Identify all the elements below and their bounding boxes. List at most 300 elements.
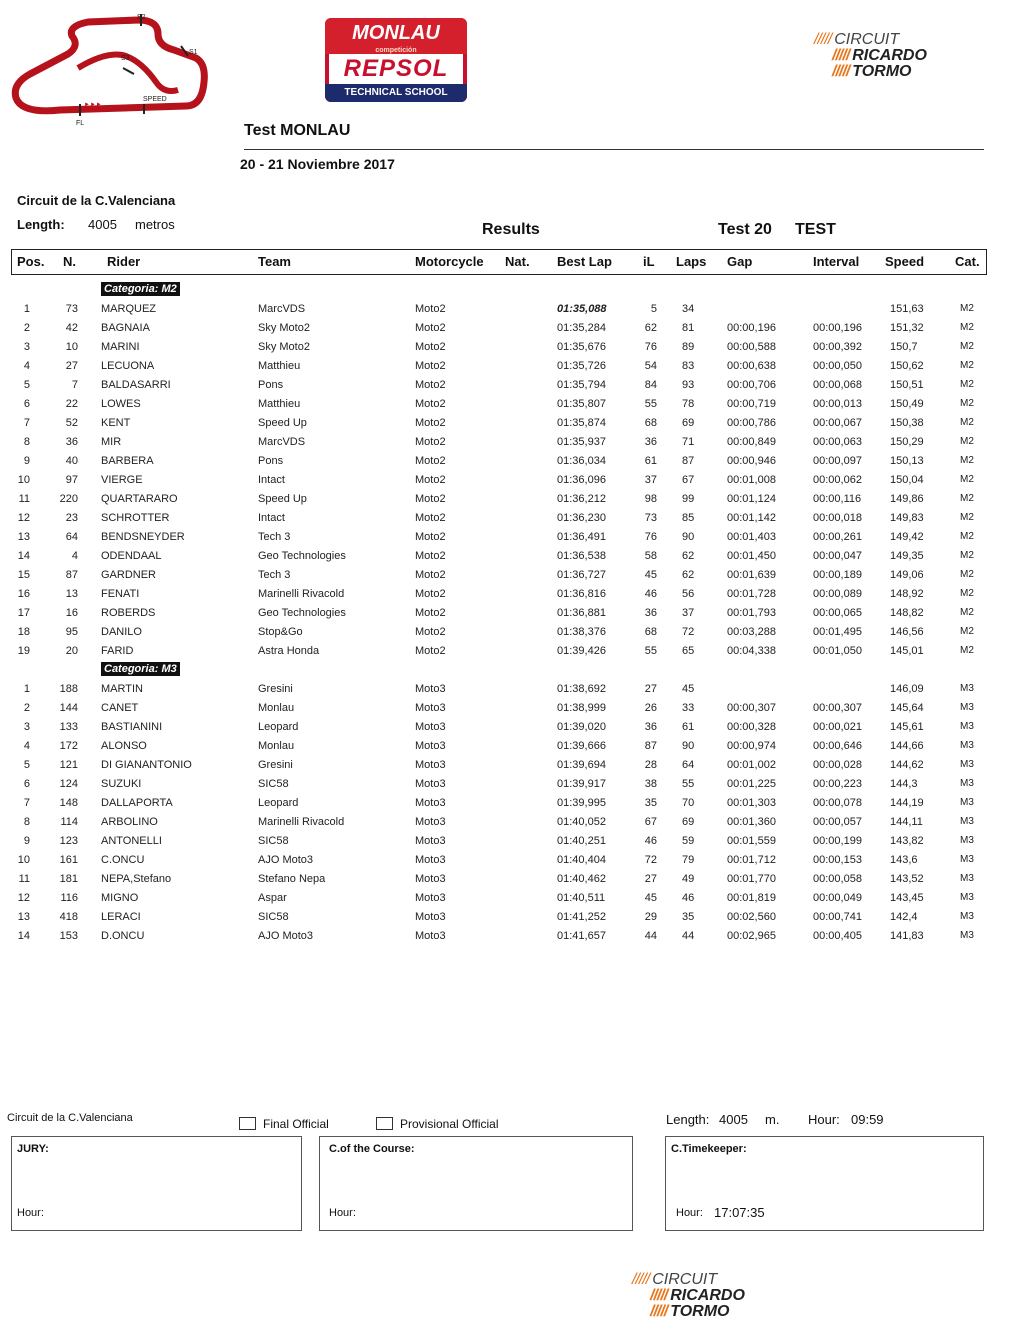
cell-gap: 00:00,588 [727, 341, 776, 353]
cell-number: 4 [71, 550, 78, 562]
cell-best-lap: 01:41,252 [557, 911, 606, 923]
table-row [0, 699, 1024, 718]
cell-team: SIC58 [258, 911, 289, 923]
cell-laps: 55 [682, 778, 695, 790]
track-label-speed: SPEED [143, 96, 167, 103]
cell-interval: 00:00,057 [813, 816, 862, 828]
cell-il: 76 [644, 531, 657, 543]
cell-rider: C.ONCU [101, 854, 145, 866]
cell-motorcycle: Moto3 [415, 892, 446, 904]
cell-interval: 00:00,062 [813, 474, 862, 486]
footer-hour-value: 09:59 [851, 1112, 884, 1127]
cell-speed: 150,62 [890, 360, 924, 372]
cell-best-lap: 01:36,491 [557, 531, 606, 543]
cell-rider: VIERGE [101, 474, 143, 486]
cell-speed: 150,13 [890, 455, 924, 467]
cell-team: Speed Up [258, 417, 307, 429]
cell-laps: 59 [682, 835, 695, 847]
cell-best-lap: 01:36,212 [557, 493, 606, 505]
cell-rider: ODENDAAL [101, 550, 162, 562]
cell-gap: 00:01,793 [727, 607, 776, 619]
cell-laps: 45 [682, 683, 695, 695]
cell-interval: 00:00,049 [813, 892, 862, 904]
cell-number: 42 [65, 322, 78, 334]
cell-best-lap: 01:36,881 [557, 607, 606, 619]
table-row [0, 680, 1024, 699]
cell-rider: ARBOLINO [101, 816, 158, 828]
cell-laps: 49 [682, 873, 695, 885]
cell-il: 27 [644, 683, 657, 695]
timekeeper-label: C.Timekeeper: [671, 1143, 747, 1155]
footer-length-label: Length: [666, 1112, 710, 1127]
cell-best-lap: 01:40,511 [557, 892, 606, 904]
cell-interval: 00:00,063 [813, 436, 862, 448]
cell-cat: M2 [960, 322, 974, 333]
cell-cat: M2 [960, 455, 974, 466]
cell-speed: 150,38 [890, 417, 924, 429]
cell-team: Leopard [258, 721, 299, 733]
cell-number: 123 [59, 835, 78, 847]
cell-team: Aspar [258, 892, 287, 904]
col-il: iL [643, 254, 655, 269]
cell-motorcycle: Moto2 [415, 398, 446, 410]
cell-cat: M3 [960, 759, 974, 770]
cell-laps: 72 [682, 626, 695, 638]
cell-gap: 00:01,819 [727, 892, 776, 904]
cell-gap: 00:00,786 [727, 417, 776, 429]
table-row [0, 509, 1024, 528]
cell-pos: 11 [18, 493, 30, 505]
cell-gap: 00:00,974 [727, 740, 776, 752]
cell-team: Geo Technologies [258, 550, 346, 562]
cell-il: 87 [644, 740, 657, 752]
cell-pos: 8 [23, 816, 30, 828]
cell-laps: 81 [682, 322, 695, 334]
track-label-s3: S3 [121, 55, 130, 62]
cell-rider: FARID [101, 645, 134, 657]
cell-speed: 151,63 [890, 303, 924, 315]
cell-gap: 00:01,360 [727, 816, 776, 828]
cell-number: 116 [60, 892, 78, 904]
cell-gap: 00:02,560 [727, 911, 776, 923]
cell-best-lap: 01:41,657 [557, 930, 606, 942]
cell-gap: 00:01,728 [727, 588, 776, 600]
cell-motorcycle: Moto2 [415, 588, 446, 600]
cell-speed: 149,86 [890, 493, 924, 505]
cell-cat: M2 [960, 607, 974, 618]
cell-pos: 11 [18, 873, 30, 885]
cell-number: 220 [59, 493, 78, 505]
cell-interval: 00:00,047 [813, 550, 862, 562]
cell-laps: 56 [682, 588, 695, 600]
cell-number: 10 [65, 341, 78, 353]
cell-team: Sky Moto2 [258, 322, 310, 334]
cell-pos: 6 [23, 398, 30, 410]
cell-motorcycle: Moto3 [415, 702, 446, 714]
cell-cat: M2 [960, 417, 974, 428]
cell-gap: 00:00,307 [727, 702, 776, 714]
length-value: 4005 [88, 217, 117, 232]
table-row [0, 490, 1024, 509]
cell-best-lap: 01:39,917 [557, 778, 606, 790]
cell-il: 55 [644, 645, 657, 657]
table-row [0, 889, 1024, 908]
cell-gap: 00:01,142 [727, 512, 776, 524]
cell-pos: 5 [23, 379, 30, 391]
cell-laps: 87 [682, 455, 695, 467]
cell-interval: 00:00,153 [813, 854, 862, 866]
cell-rider: MIGNO [101, 892, 139, 904]
cell-pos: 16 [17, 588, 30, 600]
cell-rider: NEPA,Stefano [101, 873, 172, 885]
cell-speed: 144,62 [890, 759, 924, 771]
cell-team: Marinelli Rivacold [258, 588, 345, 600]
cell-pos: 1 [23, 683, 30, 695]
cell-rider: MARTIN [101, 683, 143, 695]
cell-rider: SUZUKI [101, 778, 142, 790]
cell-speed: 150,49 [890, 398, 924, 410]
cell-motorcycle: Moto2 [415, 455, 446, 467]
table-row [0, 452, 1024, 471]
cell-il: 46 [644, 588, 657, 600]
cell-rider: ANTONELLI [101, 835, 162, 847]
table-row [0, 433, 1024, 452]
cell-cat: M2 [960, 303, 974, 314]
cell-motorcycle: Moto2 [415, 341, 446, 353]
cell-pos: 3 [23, 341, 30, 353]
cell-laps: 34 [682, 303, 695, 315]
cell-cat: M3 [960, 911, 974, 922]
cell-motorcycle: Moto2 [415, 531, 446, 543]
table-row [0, 623, 1024, 642]
monlau-repsol-logo: MONLAU competición REPSOL TECHNICAL SCHOOL [325, 18, 467, 102]
cell-number: 27 [65, 360, 78, 372]
jury-label: JURY: [17, 1143, 49, 1155]
cell-laps: 78 [682, 398, 695, 410]
cell-best-lap: 01:38,692 [557, 683, 606, 695]
col-interval: Interval [813, 254, 860, 269]
cell-il: 45 [644, 892, 657, 904]
cell-motorcycle: Moto2 [415, 493, 446, 505]
cell-interval: 00:00,189 [813, 569, 862, 581]
cell-gap: 00:00,719 [727, 398, 776, 410]
cell-team: Leopard [258, 797, 299, 809]
cell-rider: ROBERDS [101, 607, 156, 619]
cell-interval: 00:00,097 [813, 455, 862, 467]
circuit-ricardo-tormo-logo: ///// CIRCUIT ///// RICARDO ///// TORMO [814, 31, 927, 80]
cell-cat: M3 [960, 854, 974, 865]
circuit-name: Circuit de la C.Valenciana [17, 193, 176, 208]
cell-pos: 2 [23, 322, 30, 334]
cell-speed: 141,83 [890, 930, 924, 942]
cell-motorcycle: Moto3 [415, 911, 446, 923]
cell-best-lap: 01:35,937 [557, 436, 606, 448]
cell-number: 418 [59, 911, 78, 923]
cell-pos: 14 [17, 930, 30, 942]
cell-interval: 00:00,196 [813, 322, 862, 334]
cell-rider: D.ONCU [101, 930, 145, 942]
table-row [0, 756, 1024, 775]
cell-rider: BASTIANINI [101, 721, 163, 733]
cell-number: 36 [65, 436, 78, 448]
table-row [0, 794, 1024, 813]
cell-speed: 144,19 [890, 797, 924, 809]
cell-rider: GARDNER [101, 569, 157, 581]
cell-interval: 00:00,307 [813, 702, 862, 714]
cell-cat: M3 [960, 702, 974, 713]
cell-rider: MIR [101, 436, 122, 448]
cell-pos: 10 [17, 474, 30, 486]
cell-il: 38 [644, 778, 657, 790]
cell-motorcycle: Moto3 [415, 683, 446, 695]
cell-team: Pons [258, 455, 284, 467]
cell-speed: 146,09 [890, 683, 924, 695]
cell-motorcycle: Moto3 [415, 721, 446, 733]
cell-laps: 90 [682, 531, 695, 543]
cell-il: 36 [644, 607, 657, 619]
col-team: Team [258, 254, 291, 269]
cell-speed: 151,32 [890, 322, 924, 334]
cell-team: Astra Honda [258, 645, 320, 657]
cell-rider: MARQUEZ [101, 303, 156, 315]
cell-speed: 148,82 [890, 607, 924, 619]
cell-pos: 4 [23, 360, 30, 372]
cell-interval: 00:00,050 [813, 360, 862, 372]
cell-laps: 62 [682, 569, 695, 581]
footer-length-value: 4005 [719, 1112, 748, 1127]
cell-interval: 00:00,065 [813, 607, 862, 619]
cell-pos: 17 [17, 607, 30, 619]
table-row [0, 642, 1024, 661]
cell-pos: 8 [23, 436, 30, 448]
course-label: C.of the Course: [329, 1143, 415, 1155]
cell-rider: LOWES [101, 398, 141, 410]
cell-cat: M2 [960, 569, 974, 580]
cell-number: 7 [71, 379, 78, 391]
cell-speed: 144,3 [890, 778, 918, 790]
cell-number: 87 [65, 569, 78, 581]
cell-pos: 13 [17, 911, 30, 923]
col-rider: Rider [107, 254, 141, 269]
cell-number: 22 [65, 398, 78, 410]
cell-speed: 142,4 [890, 911, 918, 923]
cell-il: 45 [644, 569, 657, 581]
provisional-official-checkbox[interactable] [376, 1117, 393, 1130]
cell-gap: 00:01,124 [727, 493, 776, 505]
cell-interval: 00:00,199 [813, 835, 862, 847]
table-row [0, 528, 1024, 547]
cell-cat: M3 [960, 835, 974, 846]
cell-rider: QUARTARARO [101, 493, 178, 505]
cell-cat: M3 [960, 683, 974, 694]
session-type: TEST [795, 221, 836, 238]
cell-number: 13 [65, 588, 78, 600]
cell-laps: 46 [682, 892, 695, 904]
cell-motorcycle: Moto2 [415, 379, 446, 391]
cell-cat: M3 [960, 816, 974, 827]
cell-rider: LECUONA [101, 360, 155, 372]
cell-best-lap: 01:35,807 [557, 398, 606, 410]
cell-il: 61 [644, 455, 657, 467]
cell-best-lap: 01:36,034 [557, 455, 606, 467]
col-laps: Laps [676, 254, 707, 269]
cell-pos: 7 [23, 417, 30, 429]
cell-best-lap: 01:36,096 [557, 474, 606, 486]
cell-cat: M2 [960, 588, 974, 599]
cell-gap: 00:00,638 [727, 360, 776, 372]
cell-speed: 149,06 [890, 569, 924, 581]
cell-team: Stefano Nepa [258, 873, 326, 885]
cell-number: 40 [65, 455, 78, 467]
cell-team: Intact [258, 474, 285, 486]
cell-gap: 00:03,288 [727, 626, 776, 638]
cell-number: 148 [59, 797, 78, 809]
cell-pos: 15 [17, 569, 30, 581]
cell-motorcycle: Moto3 [415, 854, 446, 866]
cell-laps: 83 [682, 360, 695, 372]
cell-il: 58 [644, 550, 657, 562]
cell-best-lap: 01:35,874 [557, 417, 606, 429]
timekeeper-hour-label: Hour: [676, 1207, 703, 1219]
cell-rider: DALLAPORTA [101, 797, 173, 809]
table-row [0, 547, 1024, 566]
cell-team: AJO Moto3 [258, 930, 314, 942]
cell-cat: M2 [960, 398, 974, 409]
cell-gap: 00:01,002 [727, 759, 776, 771]
cell-cat: M3 [960, 721, 974, 732]
cell-number: 124 [59, 778, 78, 790]
cell-cat: M3 [960, 797, 974, 808]
cell-team: Geo Technologies [258, 607, 346, 619]
cell-number: 114 [60, 816, 78, 828]
table-row [0, 585, 1024, 604]
cell-team: Pons [258, 379, 284, 391]
cell-laps: 64 [682, 759, 695, 771]
cell-interval: 00:00,028 [813, 759, 862, 771]
cell-speed: 143,52 [890, 873, 924, 885]
cell-laps: 44 [682, 930, 695, 942]
cell-interval: 00:00,089 [813, 588, 862, 600]
cell-speed: 150,29 [890, 436, 924, 448]
cell-laps: 33 [682, 702, 695, 714]
cell-team: Tech 3 [258, 569, 291, 581]
cell-interval: 00:00,392 [813, 341, 862, 353]
results-label: Results [482, 221, 540, 238]
table-row [0, 870, 1024, 889]
col-best-lap: Best Lap [557, 254, 612, 269]
cell-number: 188 [59, 683, 78, 695]
cell-motorcycle: Moto2 [415, 569, 446, 581]
cell-interval: 00:00,741 [813, 911, 862, 923]
cell-best-lap: 01:38,376 [557, 626, 606, 638]
cell-team: Matthieu [258, 360, 301, 372]
cell-number: 144 [59, 702, 78, 714]
cell-rider: BALDASARRI [101, 379, 171, 391]
cell-motorcycle: Moto2 [415, 474, 446, 486]
cell-best-lap: 01:35,726 [557, 360, 606, 372]
col-motorcycle: Motorcycle [415, 254, 484, 269]
cell-cat: M3 [960, 930, 974, 941]
cell-gap: 00:01,403 [727, 531, 776, 543]
cell-rider: ALONSO [101, 740, 147, 752]
cell-il: 26 [644, 702, 657, 714]
provisional-official-label: Provisional Official [400, 1117, 499, 1131]
cell-best-lap: 01:35,284 [557, 322, 606, 334]
cell-pos: 14 [17, 550, 30, 562]
table-row [0, 338, 1024, 357]
cell-gap: 00:00,849 [727, 436, 776, 448]
svg-text:►►►: ►►► [84, 102, 102, 108]
cell-speed: 150,7 [890, 341, 918, 353]
cell-motorcycle: Moto2 [415, 322, 446, 334]
cell-pos: 6 [23, 778, 30, 790]
cell-motorcycle: Moto2 [415, 550, 446, 562]
cell-il: 84 [644, 379, 657, 391]
event-title: Test MONLAU [244, 122, 351, 139]
cell-speed: 145,61 [890, 721, 924, 733]
event-date: 20 - 21 Noviembre 2017 [240, 156, 395, 172]
cell-motorcycle: Moto3 [415, 759, 446, 771]
col-gap: Gap [727, 254, 753, 269]
cell-rider: BARBERA [101, 455, 154, 467]
cell-team: Monlau [258, 740, 295, 752]
cell-cat: M2 [960, 360, 974, 371]
cell-il: 72 [644, 854, 657, 866]
cell-laps: 89 [682, 341, 695, 353]
cell-speed: 149,35 [890, 550, 924, 562]
cell-number: 52 [65, 417, 78, 429]
cell-pos: 12 [17, 892, 30, 904]
cell-speed: 145,01 [890, 645, 924, 657]
cell-speed: 143,82 [890, 835, 924, 847]
course-hour-label: Hour: [329, 1207, 356, 1219]
table-row [0, 414, 1024, 433]
footer-length-unit: m. [765, 1112, 780, 1127]
cell-best-lap: 01:40,404 [557, 854, 606, 866]
cell-team: Tech 3 [258, 531, 291, 543]
cell-motorcycle: Moto2 [415, 303, 446, 315]
cell-laps: 65 [682, 645, 695, 657]
col-cat: Cat. [955, 254, 980, 269]
table-row [0, 395, 1024, 414]
cell-gap: 00:00,328 [727, 721, 776, 733]
cell-speed: 150,51 [890, 379, 924, 391]
final-official-checkbox[interactable] [239, 1117, 256, 1130]
cell-rider: FENATI [101, 588, 140, 600]
cell-motorcycle: Moto3 [415, 816, 446, 828]
cell-pos: 1 [23, 303, 30, 315]
cell-interval: 00:00,405 [813, 930, 862, 942]
cell-best-lap: 01:39,694 [557, 759, 606, 771]
cell-rider: BAGNAIA [101, 322, 150, 334]
cell-laps: 37 [682, 607, 695, 619]
col-nat: Nat. [505, 254, 530, 269]
category-header [0, 281, 1024, 300]
cell-interval: 00:01,495 [813, 626, 862, 638]
cell-laps: 62 [682, 550, 695, 562]
cell-pos: 4 [23, 740, 30, 752]
track-label-s1: S1 [189, 49, 198, 56]
table-row [0, 376, 1024, 395]
cell-gap: 00:01,712 [727, 854, 776, 866]
cell-motorcycle: Moto2 [415, 645, 446, 657]
cell-cat: M2 [960, 512, 974, 523]
cell-il: 73 [644, 512, 657, 524]
cell-gap: 00:01,559 [727, 835, 776, 847]
cell-speed: 149,42 [890, 531, 924, 543]
cell-interval: 00:00,078 [813, 797, 862, 809]
cell-cat: M2 [960, 626, 974, 637]
